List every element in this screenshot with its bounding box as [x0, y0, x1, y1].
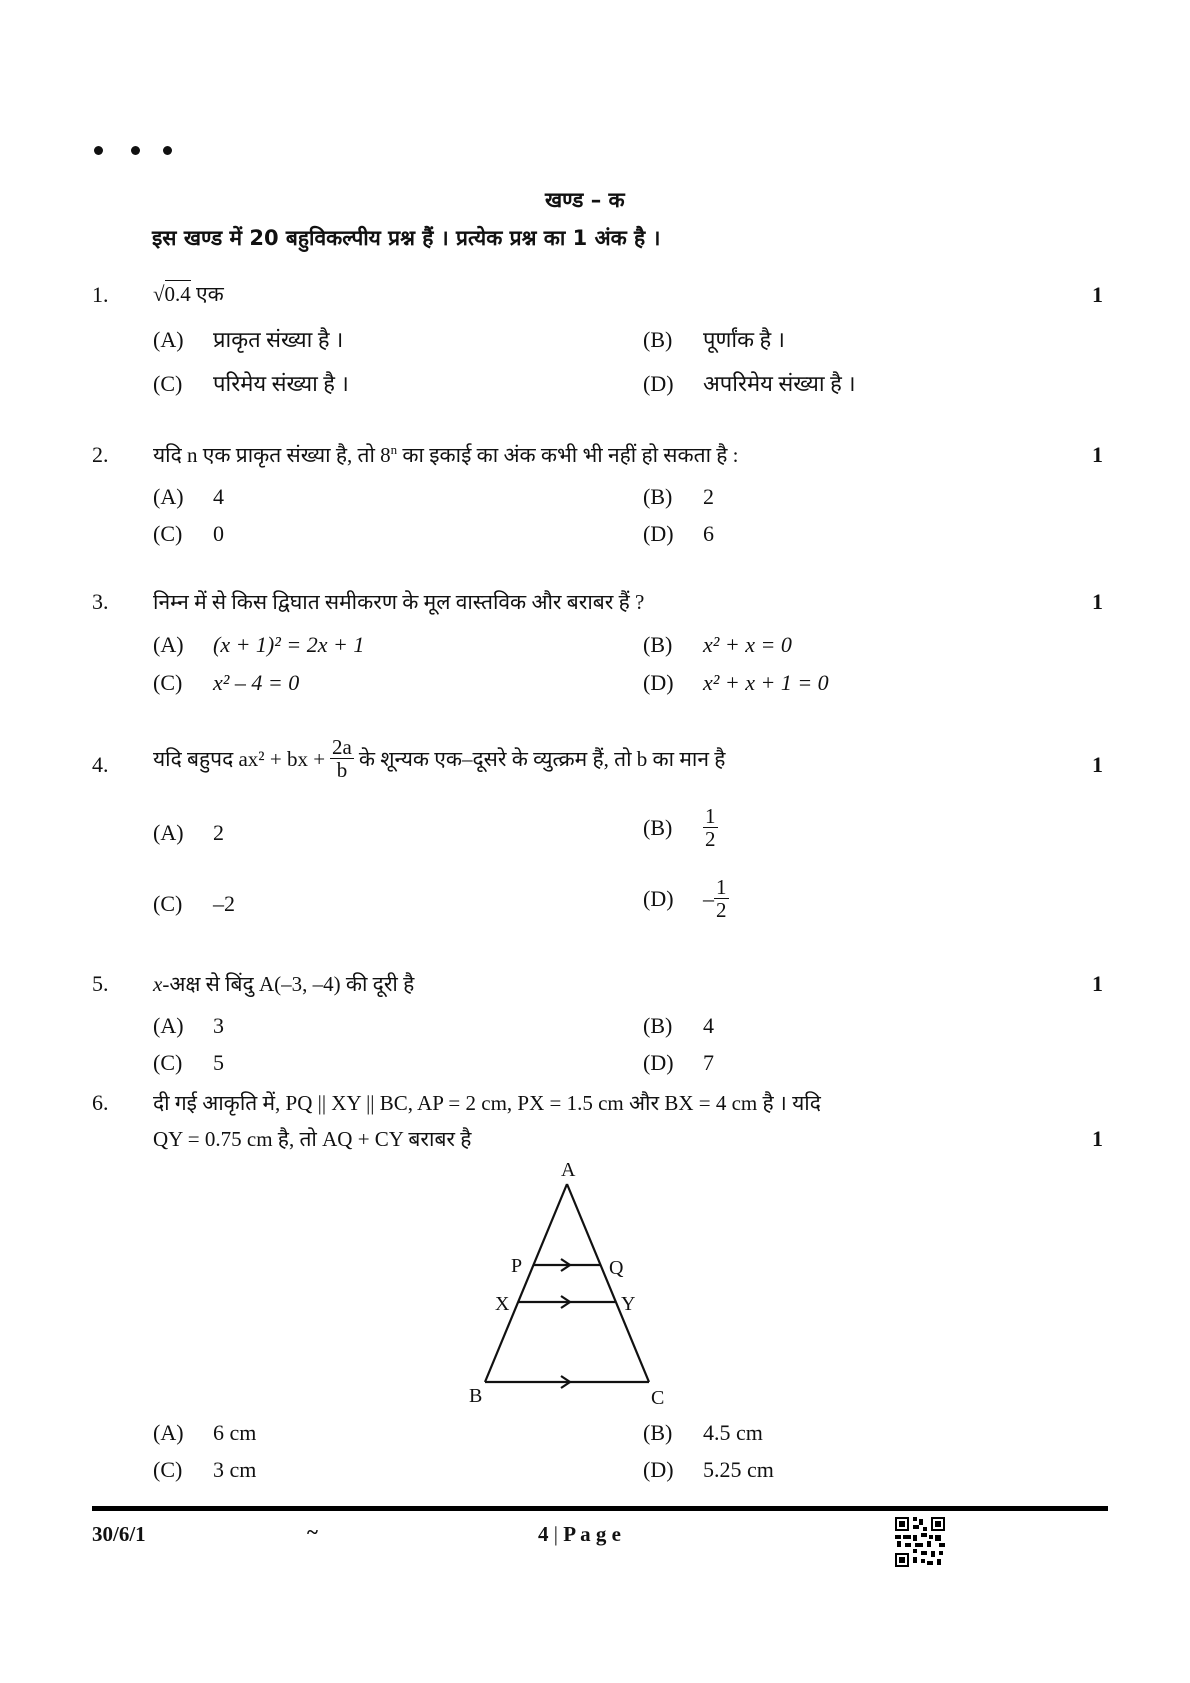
option-d[interactable]: (D) x² + x + 1 = 0 — [643, 670, 829, 695]
option-a[interactable]: (A) 6 cm — [153, 1420, 257, 1445]
fraction: $\frac{2a}{b}$ — [332, 735, 352, 783]
question-text: निम्न में से किस द्विघात समीकरण के मूल वास्तविक और बराबर हैं ? — [153, 590, 645, 614]
question-number: 2. — [92, 442, 109, 467]
vertex-label-y: Y — [621, 1293, 636, 1315]
marks: 1 — [1092, 971, 1103, 996]
option-d[interactable]: (D) 5.25 cm — [643, 1457, 774, 1482]
question-text-line-1: दी गई आकृति में, PQ || XY || BC, AP = 2 cm, PX = 1.5 cm और BX = 4 cm है । यदि — [153, 1091, 821, 1115]
question-number: 6. — [92, 1090, 109, 1115]
footer-rule — [92, 1506, 1108, 1511]
question-text: √0.4 एक — [153, 282, 224, 306]
option-c[interactable]: (C) x² – 4 = 0 — [153, 670, 300, 695]
question-text: यदि n एक प्राकृत संख्या है, तो 8$^n$ का इकाई का अंक कभी भी नहीं हो सकता है : — [153, 442, 739, 467]
option-a[interactable]: (A) 3 — [153, 1013, 224, 1038]
question-text: यदि बहुपद ax² + bx + $\frac{2a}{b}$ के शून्यक एक–दूसरे के व्युत्क्रम हैं, तो b का मान है — [153, 735, 726, 783]
option-a[interactable]: (A) प्राकृत संख्या है । — [153, 327, 344, 352]
tilde-mark: ~ — [307, 1520, 318, 1544]
question-number: 5. — [92, 971, 109, 996]
marks: 1 — [1092, 282, 1103, 307]
triangle-figure — [460, 1155, 680, 1415]
option-c[interactable]: (C) परिमेय संख्या है । — [153, 371, 349, 396]
option-c[interactable]: (C) 3 cm — [153, 1457, 257, 1482]
option-c[interactable]: (C) 5 — [153, 1050, 224, 1075]
option-c[interactable]: (C) 0 — [153, 521, 224, 546]
marks: 1 — [1092, 589, 1103, 614]
fraction: $\frac{1}{2}$ — [705, 804, 716, 852]
marks: 1 — [1092, 1126, 1103, 1151]
vertex-label-c: C — [651, 1387, 665, 1409]
dot-icon — [163, 146, 172, 155]
question-text: x-अक्ष से बिंदु A(–3, –4) की दूरी है — [153, 972, 415, 996]
question-number: 4. — [92, 752, 109, 777]
page-number: 4 | P a g e — [538, 1522, 621, 1546]
option-b[interactable]: (B) 4 — [643, 1013, 714, 1038]
vertex-label-x: X — [495, 1293, 510, 1315]
option-a[interactable]: (A) 2 — [153, 820, 224, 845]
vertex-label-p: P — [511, 1255, 523, 1277]
fraction: $\frac{1}{2}$ — [716, 875, 727, 923]
vertex-label-a: A — [561, 1159, 576, 1181]
section-heading: खण्ड – क — [545, 188, 625, 212]
option-b[interactable]: (B) x² + x = 0 — [643, 632, 792, 657]
option-a[interactable]: (A) 4 — [153, 484, 224, 509]
marks: 1 — [1092, 442, 1103, 467]
option-d[interactable]: (D) अपरिमेय संख्या है । — [643, 371, 856, 396]
option-d[interactable]: (D) 7 — [643, 1050, 714, 1075]
section-instruction: इस खण्ड में 20 बहुविकल्पीय प्रश्न हैं । प्रत्येक प्रश्न का 1 अंक है । — [152, 226, 661, 250]
question-text-line-2: QY = 0.75 cm है, तो AQ + CY बराबर है — [153, 1127, 472, 1151]
option-b[interactable]: (B) $\frac{1}{2}$ — [643, 804, 716, 852]
dot-icon — [94, 146, 103, 155]
option-d[interactable]: (D) – $\frac{1}{2}$ — [643, 875, 727, 923]
paper-code: 30/6/1 — [92, 1522, 146, 1546]
option-b[interactable]: (B) 2 — [643, 484, 714, 509]
vertex-label-q: Q — [609, 1257, 624, 1279]
sqrt-expression: √0.4 — [153, 282, 191, 306]
qr-code-icon — [895, 1517, 945, 1567]
question-number: 3. — [92, 589, 109, 614]
option-c[interactable]: (C) –2 — [153, 891, 235, 916]
option-b[interactable]: (B) 4.5 cm — [643, 1420, 763, 1445]
option-b[interactable]: (B) पूर्णांक है । — [643, 327, 786, 352]
vertex-label-b: B — [469, 1385, 483, 1407]
option-a[interactable]: (A) (x + 1)² = 2x + 1 — [153, 632, 365, 657]
option-d[interactable]: (D) 6 — [643, 521, 714, 546]
marks: 1 — [1092, 752, 1103, 777]
question-number: 1. — [92, 282, 109, 307]
dot-icon — [131, 146, 140, 155]
